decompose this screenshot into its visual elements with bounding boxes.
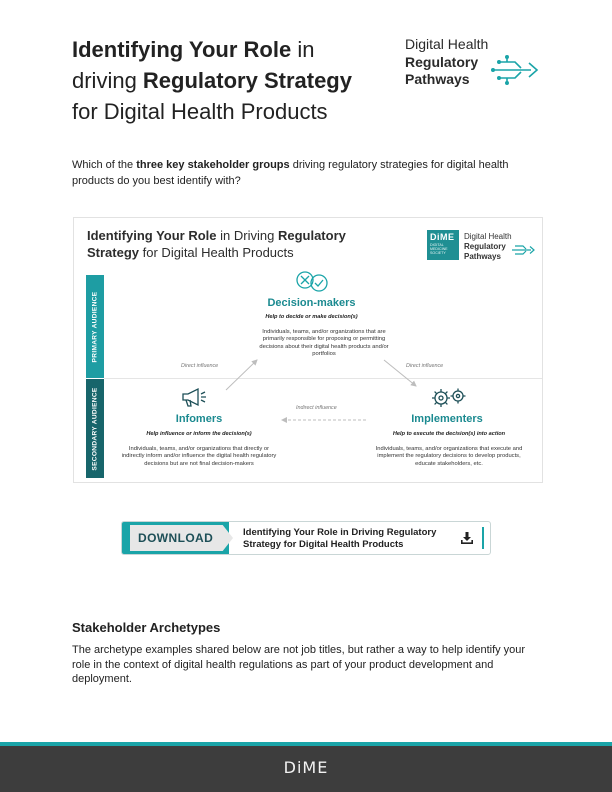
- implementers-desc: Individuals, teams, and/or organizations that execute and implement the regulatory decisions to develop products, educate stakeholders, etc.: [375, 446, 523, 467]
- direct-influence-left: Direct influence: [181, 363, 219, 369]
- download-icon: [460, 531, 474, 545]
- decision-makers-title: Decision-makers: [267, 297, 356, 309]
- archetypes-body: The archetype examples shared below are not job titles, but rather a way to help identify your role in the context of digital health regulations as part of your product development and deployment.: [72, 644, 526, 685]
- primary-audience-label: PRIMARY AUDIENCE: [91, 291, 99, 362]
- title-text-3: driving: [72, 68, 143, 93]
- indirect-influence-label: Indirect influence: [296, 405, 337, 411]
- decision-makers-desc: Individuals, teams, and/or organizations that are primarily responsible for proposing or permitting decisions about their digital health products and/or portfolios: [259, 329, 389, 358]
- megaphone-icon: [180, 386, 208, 408]
- infographic-title-b: in Driving: [216, 228, 278, 243]
- circuit-arrow-icon: [491, 54, 543, 86]
- page-title: [72, 34, 392, 127]
- intro-text-a: Which of the: [72, 159, 137, 171]
- infomers-subtitle: Help influence or inform the decision(s): [146, 431, 252, 437]
- title-text-5: for Digital Health Products: [72, 99, 328, 124]
- infographic-logo-line-1: Digital Health: [464, 232, 512, 241]
- logo-line-3: Pathways: [405, 71, 470, 87]
- implementers-subtitle: Help to execute the decision(s) into action: [392, 431, 506, 437]
- infographic-title-a: Identifying Your Role: [87, 228, 217, 243]
- title-text-2: in: [291, 37, 315, 62]
- intro-bold: three key stakeholder groups: [136, 159, 290, 171]
- dime-mark: DiME: [430, 232, 455, 242]
- secondary-audience-label: SECONDARY AUDIENCE: [91, 386, 99, 471]
- download-button-edge: [482, 527, 484, 549]
- infographic-title-e: for Digital Health Products: [139, 245, 294, 260]
- download-title: Identifying Your Role in Driving Regulatory Strategy for Digital Health Products: [243, 527, 437, 550]
- logo-line-1: Digital Health: [405, 36, 489, 52]
- title-bold-1: Identifying Your Role: [72, 37, 292, 62]
- direct-influence-right: Direct influence: [406, 363, 444, 369]
- infographic-title-d: Strategy: [87, 245, 140, 260]
- infomers-title: Infomers: [175, 413, 223, 425]
- infographic-title-c: Regulatory: [277, 228, 346, 243]
- intro-text-b: driving regulatory strategies for digital health products do you best identify with?: [72, 159, 509, 187]
- decision-makers-subtitle: Help to decide or make decision(s): [265, 314, 358, 320]
- logo-line-2: Regulatory: [405, 53, 479, 70]
- footer: [0, 746, 612, 792]
- download-button[interactable]: [121, 521, 491, 555]
- arrow-infomers-to-decision: [226, 360, 257, 390]
- stakeholder-infographic: [73, 217, 543, 483]
- gears-icon: [429, 385, 469, 411]
- archetypes-heading: Stakeholder Archetypes: [72, 620, 221, 635]
- intro-paragraph: [72, 158, 532, 189]
- title-bold-4: Regulatory Strategy: [142, 68, 352, 93]
- dhrp-logo: [405, 36, 545, 92]
- flow-arrows: [74, 218, 544, 484]
- infomers-desc: Individuals, teams, and/or organizations that directly or indirectly inform and/or influence the digital health regulatory decisions but are not final decision-makers: [121, 446, 277, 467]
- infographic-logo-line-3: Pathways: [464, 252, 501, 261]
- footer-dime-logo: DiME: [283, 758, 329, 777]
- download-label: DOWNLOAD: [138, 531, 214, 545]
- infographic-logo-line-2: Regulatory: [464, 242, 506, 251]
- dime-subtitle: DIGITAL MEDICINE SOCIETY: [430, 243, 448, 256]
- implementers-title: Implementers: [411, 413, 483, 425]
